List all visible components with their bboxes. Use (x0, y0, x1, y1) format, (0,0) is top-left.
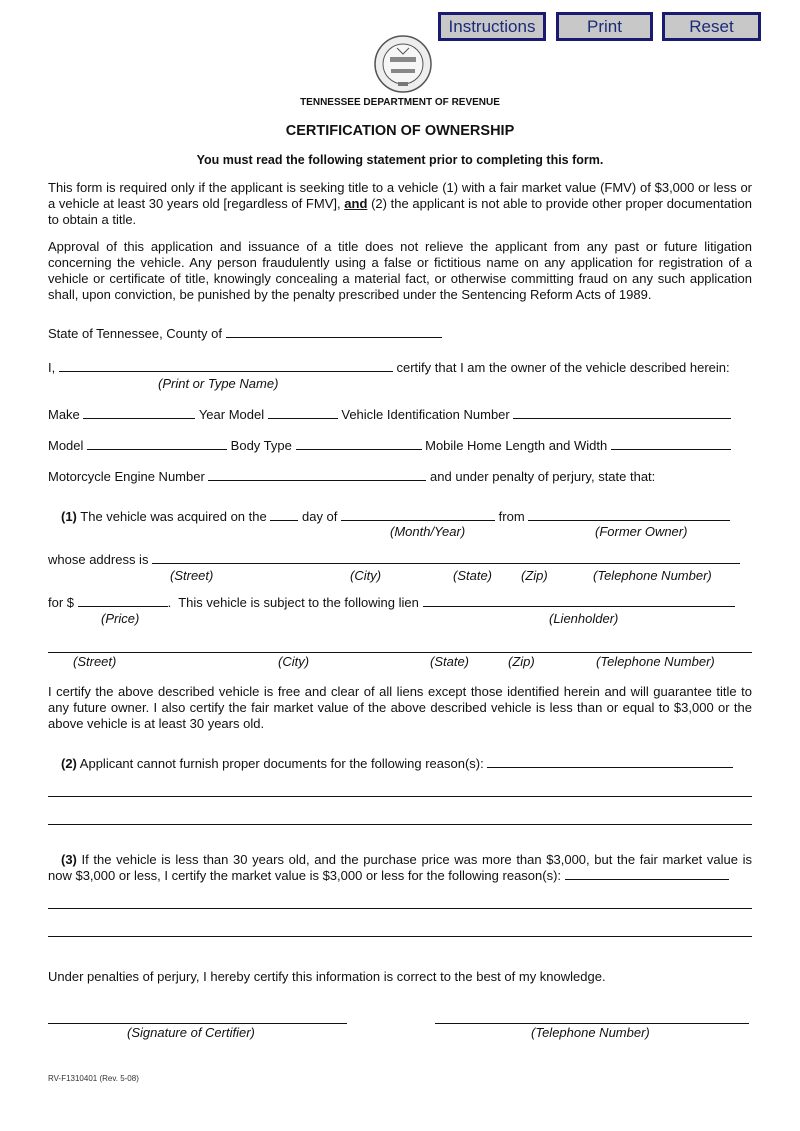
day-of-label: day of (301, 509, 338, 524)
county-field[interactable] (226, 326, 442, 338)
page-title: CERTIFICATION OF OWNERSHIP (285, 123, 515, 139)
owner-name-field[interactable] (59, 360, 393, 372)
phone-caption: (Telephone Number) (593, 568, 712, 583)
print-name-caption: (Print or Type Name) (158, 376, 279, 391)
lien-street-caption: (Street) (73, 654, 117, 669)
mh-length-label: Mobile Home Length and Width (425, 438, 608, 453)
month-year-field[interactable] (341, 509, 495, 521)
city-caption: (City) (350, 568, 382, 583)
s2-number: (2) (61, 756, 77, 771)
lien-phone-caption: (Telephone Number) (596, 654, 715, 669)
motorcycle-row (48, 469, 655, 484)
instructions-button[interactable]: Instructions (438, 12, 546, 41)
print-button[interactable]: Print (556, 12, 653, 41)
zip-caption: (Zip) (521, 568, 548, 583)
s1-number: (1) (61, 509, 77, 524)
year-model-label: Year Model (198, 407, 265, 422)
and-emphasis: and (344, 196, 368, 211)
owner-row (48, 360, 730, 375)
statement-3 (48, 852, 752, 884)
address-label: whose address is (48, 552, 149, 567)
p1-text-2: (2) the applicant is not able to provide other proper documentation to obtain a title. (48, 196, 752, 227)
moto-engine-field[interactable] (208, 469, 426, 481)
month-year-caption: (Month/Year) (390, 524, 466, 539)
s1-label: The vehicle was acquired on the (80, 509, 267, 524)
perjury-label: and under penalty of perjury, state that: (430, 469, 656, 484)
lien-city-caption: (City) (278, 654, 310, 669)
model-field[interactable] (87, 438, 227, 450)
reset-button[interactable]: Reset (662, 12, 761, 41)
model-label: Model (48, 438, 84, 453)
s3-number: (3) (61, 852, 77, 867)
reason-3-field[interactable] (565, 868, 729, 880)
address-row (48, 552, 740, 567)
body-type-label: Body Type (230, 438, 292, 453)
state-caption: (State) (453, 568, 493, 583)
intro-paragraph-2: Approval of this application and issuance of a title does not relieve the applicant from any past or future litigation concerning the vehicle. Any person fraudulently using a false or fictitious name on any application for registration of a vehicle or certificate of title, knowingly concealing a material fact, or otherwise committing fraud on any such application shall, upon conviction, be punished by the penalty prescribed under the Sentencing Reform Acts of 1989. (48, 239, 752, 302)
signature-caption: (Signature of Certifier) (127, 1025, 255, 1040)
certify-label: certify that I am the owner of the vehicle described herein: (396, 360, 730, 375)
form-id: RV-F1310401 (Rev. 5-08) (48, 1074, 139, 1083)
from-label: from (498, 509, 525, 524)
price-field[interactable] (78, 595, 168, 607)
former-owner-address-field[interactable] (152, 552, 740, 564)
street-caption: (Street) (170, 568, 214, 583)
certifier-phone-field[interactable] (435, 1023, 749, 1024)
county-label: State of Tennessee, County of (48, 326, 222, 341)
reason-3-line-3[interactable] (48, 936, 752, 937)
day-field[interactable] (270, 509, 298, 521)
p1-text: This form is required only if the applicant is seeking title to a vehicle (1) with a fair market value (FMV) of $3,000 or less or a vehicle at least 30 years old [regardless of FMV], (48, 180, 752, 211)
signature-field[interactable] (48, 1023, 347, 1024)
year-model-field[interactable] (268, 407, 338, 419)
penalty-statement: Under penalties of perjury, I hereby certify this information is correct to the best of my knowledge. (48, 969, 606, 984)
price-label: for $ (48, 595, 75, 610)
body-type-field[interactable] (296, 438, 422, 450)
certifier-phone-caption: (Telephone Number) (531, 1025, 650, 1040)
lien-label: . This vehicle is subject to the following lien (167, 595, 419, 610)
state-seal-icon (373, 34, 433, 94)
reason-2-field[interactable] (487, 756, 733, 768)
lienholder-field[interactable] (423, 595, 735, 607)
statement-2-row (61, 756, 733, 771)
lienholder-caption: (Lienholder) (549, 611, 619, 626)
reason-2-line-2[interactable] (48, 796, 752, 797)
make-label: Make (48, 407, 80, 422)
moto-label: Motorcycle Engine Number (48, 469, 205, 484)
i-label: I, (48, 360, 56, 375)
model-row (48, 438, 731, 453)
vin-field[interactable] (513, 407, 731, 419)
former-owner-field[interactable] (528, 509, 730, 521)
reason-3-line-2[interactable] (48, 908, 752, 909)
reason-2-line-3[interactable] (48, 824, 752, 825)
s2-label: Applicant cannot furnish proper documents for the following reason(s): (79, 756, 484, 771)
department-name: TENNESSEE DEPARTMENT OF REVENUE (300, 97, 500, 108)
lien-state-caption: (State) (430, 654, 470, 669)
make-field[interactable] (83, 407, 195, 419)
former-owner-caption: (Former Owner) (595, 524, 688, 539)
s3-label: If the vehicle is less than 30 years old, and the purchase price was more than $3,000, but the fair market value is now $3,000 or less, I certify the market value is $3,000 or less for the following reason(s): (48, 852, 752, 883)
price-row (48, 595, 735, 610)
statement-1-row (61, 509, 730, 524)
county-row (48, 326, 442, 341)
certify-paragraph: I certify the above described vehicle is free and clear of all liens except those identified herein and will guarantee title to any future owner. I also certify the fair market value of the above described vehicle is less than or equal to $3,000 or the above vehicle is at least 30 years old. (48, 684, 752, 731)
make-row (48, 407, 731, 422)
vin-label: Vehicle Identification Number (341, 407, 510, 422)
mh-length-field[interactable] (611, 438, 731, 450)
price-caption: (Price) (101, 611, 140, 626)
lienholder-address-field[interactable] (48, 652, 752, 653)
intro-paragraph-1 (48, 180, 752, 228)
notice: You must read the following statement prior to completing this form. (196, 153, 604, 167)
lien-zip-caption: (Zip) (508, 654, 535, 669)
